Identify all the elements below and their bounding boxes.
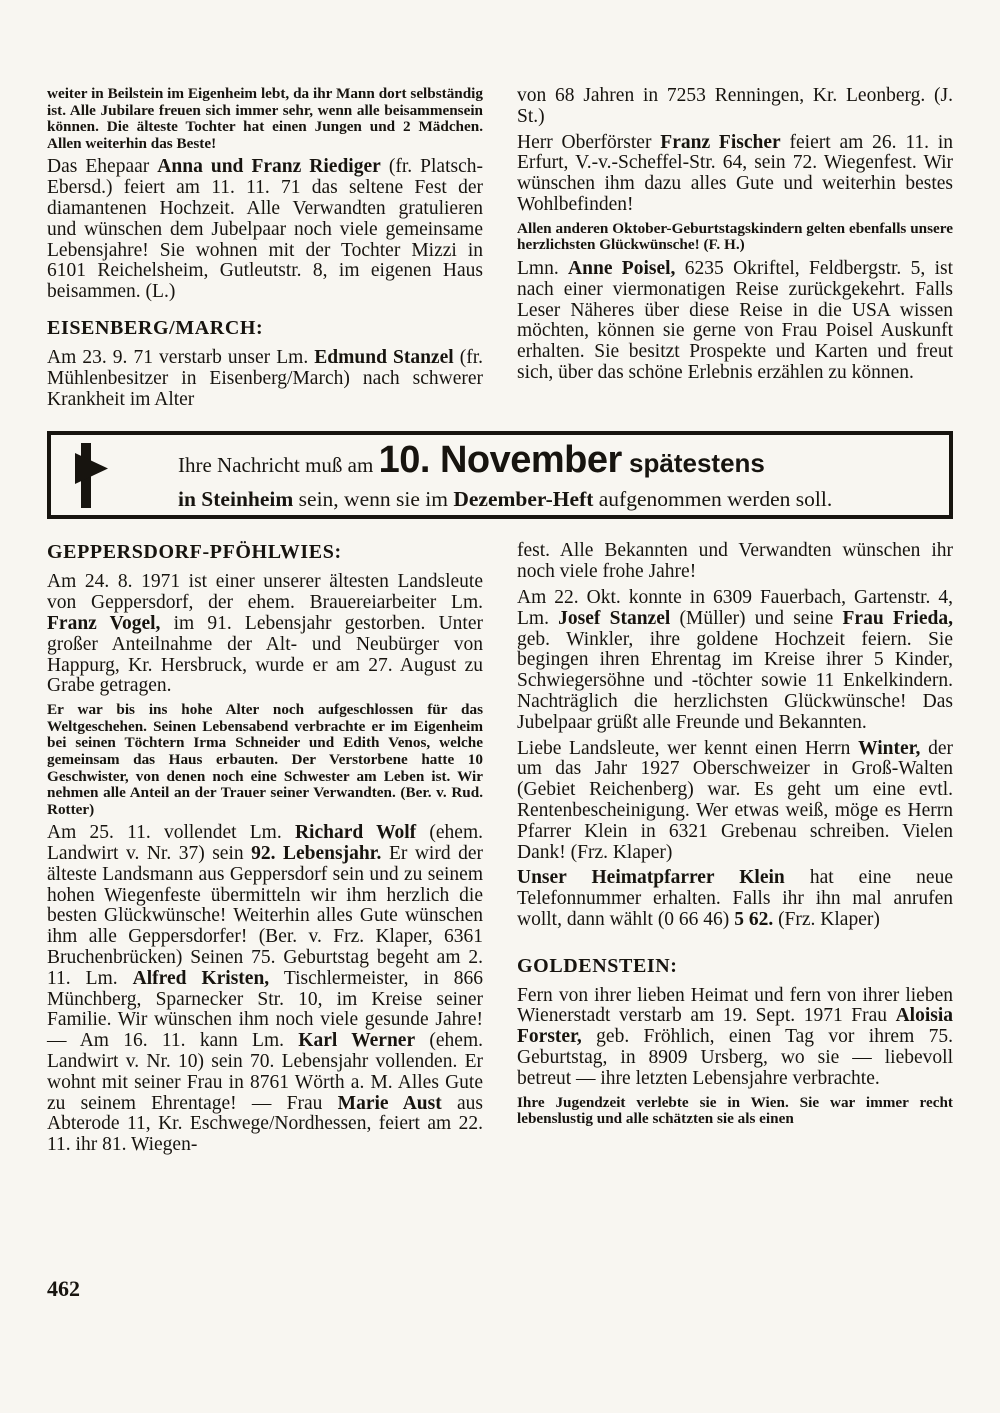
page-number: 462 [47, 1276, 80, 1301]
para-vogel-obituary: Am 24. 8. 1971 ist einer unserer ältesten Landsleute von Geppersdorf, der ehem. Brauereiarbeiter Lm. Franz Vogel, im 91. Lebensjahr gestorben. Unter großer Anteilnahme der Alt- und Neubürger von Happurg, Kr. Hersbruck, wurde er am 27. August zu Grabe getragen. [47, 571, 483, 697]
top-left-column [47, 86, 483, 415]
arrow-right-icon [75, 443, 112, 508]
para-pfarrer-klein-phone: Unser Heimatpfarrer Klein hat eine neue Telefonnummer erhalten. Falls ihr ihn mal anrufen wollt, dann wählt (0 66 46) 5 62. (Frz. Klaper) [517, 867, 953, 930]
heading-goldenstein: GOLDENSTEIN: [517, 954, 678, 977]
top-section [47, 86, 953, 415]
deadline-notice-box [47, 431, 953, 519]
para-stanzel-golden-wedding: Am 22. Okt. konnte in 6309 Fauerbach, Gartenstr. 4, Lm. Josef Stanzel (Müller) und seine Frau Frieda, geb. Winkler, ihre goldene Hochzeit feiern. Sie begingen ihren Ehrentag im Kreise ihrer 5 Kinder, Schwiegersöhne und -töchter sowie 11 Enkelkindern. Nachträglich die herzlichsten Glückwünsche! Das Jubelpaar grüßt alle Freunde und Bekannten. [517, 586, 953, 733]
deadline-line-1: Ihre Nachricht muß am 10. November spätestens [178, 438, 765, 481]
bottom-right-column [517, 541, 953, 1161]
para-forster-youth: Ihre Jugendzeit verlebte sie in Wien. Sie war immer recht lebenslustig und alle schätzten sie als einen [517, 1093, 953, 1128]
bottom-left-column [47, 541, 483, 1161]
para-beilstein-continuation: weiter in Beilstein im Eigenheim lebt, da ihr Mann dort selbständig ist. Alle Jubilare freuen sich immer sehr, wenn alle beisammensein können. Die älteste Tochter hat einen Jungen und 2 Mädchen. Allen weiterhin das Beste! [47, 85, 483, 152]
para-riediger-diamond-wedding: Das Ehepaar Anna und Franz Riediger (fr. Platsch-Ebersd.) feiert am 11. 11. 71 das seltene Fest der diamantenen Hochzeit. Alle Verwandten gratulieren und wünschen dem Jubelpaar noch viele gemeinsame Lebensjahre! Sie wohnen mit der Tochter Mizzi in 6101 Reichelsheim, Gutleutstr. 8, im eigenen Haus beisammen. (L.) [47, 156, 483, 303]
deadline-line-2: in Steinheim sein, wenn sie im Dezember-Heft aufgenommen werden soll. [178, 486, 833, 511]
para-renningen-continuation: von 68 Jahren in 7253 Renningen, Kr. Leonberg. (J. St.) [517, 85, 953, 127]
para-wiegenfest-continuation: fest. Alle Bekannten und Verwandten wünschen ihr noch viele frohe Jahre! [517, 540, 953, 583]
para-october-birthdays: Allen anderen Oktober-Geburtstagskindern gelten ebenfalls unsere herzlichsten Glückwünsche! (F. H.) [517, 219, 953, 254]
para-stanzel-obituary: Am 23. 9. 71 verstarb unser Lm. Edmund Stanzel (fr. Mühlenbesitzer in Eisenberg/March) nach schwerer Krankheit im Alter [47, 346, 484, 410]
para-wolf-kristen-werner-aust: Am 25. 11. vollendet Lm. Richard Wolf (ehem. Landwirt v. Nr. 37) sein 92. Lebensjahr. Er wird der älteste Landsmann aus Geppersdorf sein und zu seinem hohen Wiegenfeste übermitteln wir ihm herzlich die besten Glückwünsche! Weiterhin alles Gute wünschen ihm alle Geppersdorfer! (Ber. v. Frz. Klaper, 6361 Bruchenbrücken) Seinen 75. Geburtstag begeht am 2. 11. Lm. Alfred Kristen, Tischlermeister, in 866 Münchberg, Sparnecker Str. 10, im Kreise seiner Familie. Wir wünschen ihm noch viele gesunde Jahre! — Am 16. 11. kann Lm. Karl Werner (ehem. Landwirt v. Nr. 10) sein 70. Lebensjahr vollenden. Er wohnt mit seiner Frau in 8761 Wörth a. M. Alles Gute zu seinem Ehrentage! — Frau Marie Aust aus Abterode 11, Kr. Eschwege/Nordhessen, feiert am 22. 11. ihr 81. Wiegen- [47, 822, 484, 1156]
para-vogel-life-details: Er war bis ins hohe Alter noch aufgeschlossen für das Weltgeschehen. Seinen Lebensabend verbrachte er im Eigenheim bei seinen Töchtern Irma Schneider und Edith Venos, welche gemeinsam das Haus erbauten. Der Verstorbene hatte 10 Geschwister, von denen noch eine Schwester am Leben ist. Wir nehmen alle Anteil an der Trauer seiner Verwandten. (Ber. v. Rud. Rotter) [47, 701, 483, 818]
para-forster-obituary: Fern von ihrer lieben Heimat und fern von ihrer lieben Wienerstadt verstarb am 19. Sept. 1971 Frau Aloisia Forster, geb. Fröhlich, einen Tag vor ihrem 75. Geburtstag, in 8909 Ursberg, wo sie — liebevoll betreut — ihre letzten Lebensjahre verbrachte. [517, 984, 953, 1089]
deadline-text [178, 439, 832, 512]
para-fischer-birthday: Herr Oberförster Franz Fischer feiert am 26. 11. in Erfurt, V.-v.-Scheffel-Str. 64, sein 72. Wiegenfest. Wir wünschen ihm dazu alles Gute und weiterhin bestes Wohlbefinden! [517, 131, 954, 215]
para-winter-inquiry: Liebe Landsleute, wer kennt einen Herrn Winter, der um das Jahr 1927 Oberschweizer in Groß-Walten (Gebiet Reichenberg) war. Es geht um eine evtl. Rentenbescheinigung. Wer etwas weiß, möge es Herrn Pfarrer Klein in 6321 Grebenau schreiben. Vielen Dank! (Frz. Klaper) [517, 737, 953, 863]
bottom-section [47, 541, 953, 1161]
heading-eisenberg-march: EISENBERG/MARCH: [47, 316, 264, 339]
heading-geppersdorf-pfoehlwies: GEPPERSDORF-PFÖHLWIES: [47, 541, 342, 564]
para-poisel-usa-trip: Lmn. Anne Poisel, 6235 Okriftel, Feldbergstr. 5, ist nach einer viermonatigen Reise zurückgekehrt. Falls Leser Näheres über diese Reise in die USA wissen möchten, können sie gerne von Frau Poisel Auskunft erhalten. Sie besitzt Prospekte und Karten und freut sich, über das schöne Erlebnis erzählen zu können. [517, 257, 953, 383]
top-right-column [517, 86, 953, 415]
